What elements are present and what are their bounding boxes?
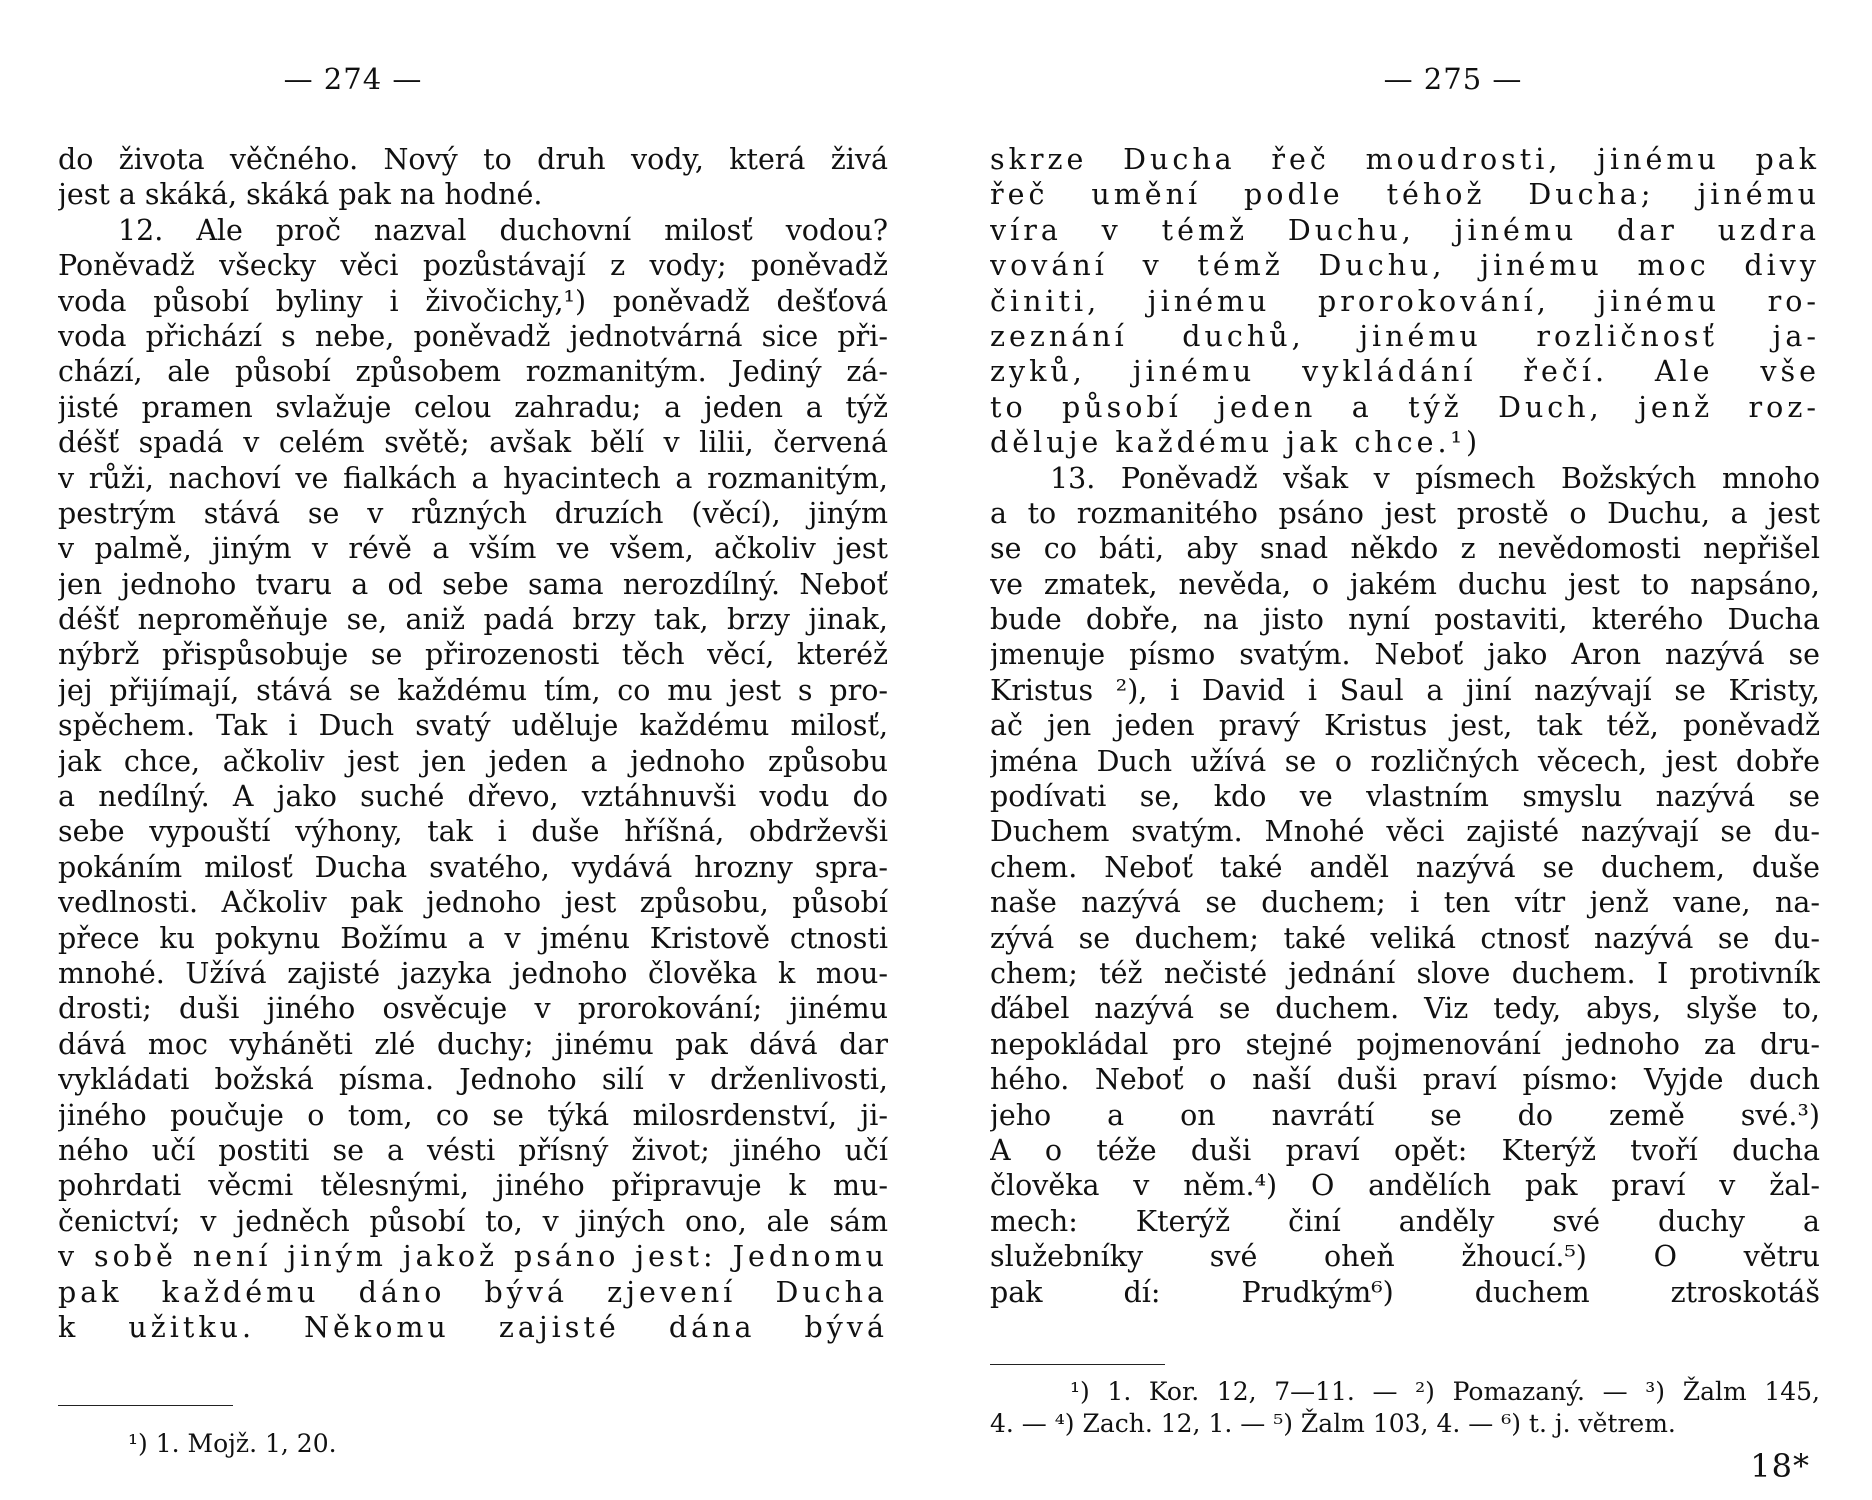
text-line: mnohé. Užívá zajisté jazyka jednoho člověka k mou- xyxy=(58,956,888,990)
footnote-divider xyxy=(58,1405,233,1406)
text-line: Duchem svatým. Mnohé věci zajisté nazývají se du- xyxy=(990,815,1820,849)
text-line: sebe vypouští výhony, tak i duše hříšná, obdrževši xyxy=(58,815,888,849)
footnote-line: ¹) 1. Mojž. 1, 20. xyxy=(128,1429,337,1458)
text-line: jeho a on navrátí se do země své.³) xyxy=(990,1098,1820,1132)
text-line: k užitku. Někomu zajisté dána bývá xyxy=(58,1310,888,1344)
text-line: jej přijímají, stává se každému tím, co mu jest s pro- xyxy=(58,673,888,707)
text-line: v růži, nachoví ve fialkách a hyacintech a rozmanitým, xyxy=(58,461,888,495)
text-line: A o téže duši praví opět: Kterýž tvoří ducha xyxy=(990,1133,1820,1167)
text-line: nýbrž přispůsobuje se přirozenosti těch věcí, kteréž xyxy=(58,638,888,672)
text-line: jen jednoho tvaru a od sebe sama nerozdílný. Neboť xyxy=(58,567,888,601)
text-line: drosti; duši jiného osvěcuje v prorokování; jinému xyxy=(58,992,888,1026)
text-line: skrze Ducha řeč moudrosti, jinému pak xyxy=(990,143,1820,176)
text-line: bude dobře, na jisto nyní postaviti, kterého Ducha xyxy=(990,603,1820,637)
text-line: chází, ale působí způsobem rozmanitým. Jediný zá- xyxy=(58,355,888,389)
text-line: přece ku pokynu Božímu a v jménu Kristově ctnosti xyxy=(58,921,888,955)
text-line: vování v témž Duchu, jinému moc divy xyxy=(990,249,1820,283)
text-line: pohrdati věcmi tělesnými, jiného připravuje k mu- xyxy=(58,1169,888,1203)
text-line: déšť spadá v celém světě; avšak bělí v lilii, červená xyxy=(58,426,888,460)
text-line: služebníky své oheň žhoucí.⁵) O větru xyxy=(990,1240,1820,1274)
text-line: do života věčného. Nový to druh vody, která živá xyxy=(58,143,888,176)
text-line: se co báti, aby snad někdo z nevědomosti nepřišel xyxy=(990,532,1820,566)
body-text xyxy=(58,142,888,1345)
text-line: ďábel nazývá se duchem. Viz tedy, abys, slyše to, xyxy=(990,992,1820,1026)
text-line: a nedílný. A jako suché dřevo, vztáhnuvši vodu do xyxy=(58,780,888,814)
text-line: ve zmatek, nevěda, o jakém duchu jest to napsáno, xyxy=(990,567,1820,601)
text-line: voda přichází s nebe, poněvadž jednotvárná sice při- xyxy=(58,319,888,353)
text-line: řeč umění podle téhož Ducha; jinému xyxy=(990,178,1820,212)
text-line: 13. Poněvadž však v písmech Božských mnoho xyxy=(1050,461,1820,495)
page-number: — 275 — xyxy=(1383,62,1523,96)
text-line: pokáním milosť Ducha svatého, vydává hrozny spra- xyxy=(58,850,888,884)
text-line: chem. Neboť také anděl nazývá se duchem, duše xyxy=(990,850,1820,884)
footnotes xyxy=(990,1376,1820,1440)
text-line: zyků, jinému vykládání řečí. Ale vše xyxy=(990,355,1820,389)
text-line: v palmě, jiným v révě a vším ve všem, ačkoliv jest xyxy=(58,532,888,566)
text-line: ač jen jeden pravý Kristus jest, tak též, poněvadž xyxy=(990,709,1820,743)
printer-signature-mark: 18* xyxy=(1750,1447,1810,1485)
text-line: víra v témž Duchu, jinému dar uzdra xyxy=(990,213,1820,247)
text-line: naše nazývá se duchem; i ten vítr jenž vane, na- xyxy=(990,886,1820,920)
text-line: jmenuje písmo svatým. Neboť jako Aron nazývá se xyxy=(990,638,1820,672)
text-line: 12. Ale proč nazval duchovní milosť vodou? xyxy=(118,213,888,247)
text-line: a to rozmanitého psáno jest prostě o Duchu, a jest xyxy=(990,496,1820,530)
text-line: Poněvadž všecky věci pozůstávají z vody; poněvadž xyxy=(58,249,888,283)
text-line: zývá se duchem; také veliká ctnosť nazývá se du- xyxy=(990,921,1820,955)
footnote-line: 4. — ⁴) Zach. 12, 1. — ⁵) Žalm 103, 4. — ⁶) t. j. větrem. xyxy=(990,1409,1676,1438)
footnotes xyxy=(58,1428,958,1460)
text-line: v sobě není jiným jakož psáno jest: Jednomu xyxy=(58,1240,888,1274)
text-line: déšť neproměňuje se, aniž padá brzy tak, brzy jinak, xyxy=(58,603,888,637)
text-line: ného učí postiti se a vésti přísný život; jiného učí xyxy=(58,1133,888,1167)
text-line: hého. Neboť o naší duši praví písmo: Vyjde duch xyxy=(990,1063,1820,1097)
text-line: chem; též nečisté jednání slove duchem. I protivník xyxy=(990,956,1820,990)
text-line: jisté pramen svlažuje celou zahradu; a jeden a týž xyxy=(58,390,888,424)
text-line: pak každému dáno bývá zjevení Ducha xyxy=(58,1275,888,1309)
body-text xyxy=(990,142,1820,1310)
text-line: nepokládal pro stejné pojmenování jednoho za dru- xyxy=(990,1027,1820,1061)
left-page xyxy=(58,0,888,1500)
text-line: pestrým stává se v různých druzích (věcí), jiným xyxy=(58,496,888,530)
text-line: pak dí: Prudkým⁶) duchem ztroskotáš xyxy=(990,1275,1820,1309)
text-line: vedlnosti. Ačkoliv pak jednoho jest způsobu, působí xyxy=(58,886,888,920)
text-line: člověka v něm.⁴) O andělích pak praví v žal- xyxy=(990,1169,1820,1203)
text-line: dává moc vyháněti zlé duchy; jinému pak dává dar xyxy=(58,1027,888,1061)
text-line: to působí jeden a týž Duch, jenž roz- xyxy=(990,390,1820,424)
footnote-line: ¹) 1. Kor. 12, 7—11. — ²) Pomazaný. — ³) Žalm 145, xyxy=(1070,1377,1820,1406)
text-line: podívati se, kdo ve vlastním smyslu nazývá se xyxy=(990,780,1820,814)
text-line: jest a skáká, skáká pak na hodné. xyxy=(58,178,543,212)
text-line: jak chce, ačkoliv jest jen jeden a jednoho způsobu xyxy=(58,744,888,778)
text-line: činiti, jinému prorokování, jinému ro- xyxy=(990,284,1820,318)
right-page xyxy=(990,0,1820,1500)
text-line: voda působí byliny i živočichy,¹) poněvadž dešťová xyxy=(58,284,888,318)
page-number: — 274 — xyxy=(283,62,423,96)
text-line: mech: Kterýž činí anděly své duchy a xyxy=(990,1204,1820,1238)
text-line: čenictví; v jedněch působí to, v jiných ono, ale sám xyxy=(58,1204,888,1238)
text-line: děluje každému jak chce.¹) xyxy=(990,426,1482,460)
text-line: Kristus ²), i David i Saul a jiní nazývají se Kristy, xyxy=(990,673,1820,707)
footnote-divider xyxy=(990,1364,1165,1365)
text-line: jména Duch užívá se o rozličných věcech, jest dobře xyxy=(990,744,1820,778)
text-line: zeznání duchů, jinému rozličnosť ja- xyxy=(990,319,1820,353)
text-line: spěchem. Tak i Duch svatý uděluje každému milosť, xyxy=(58,709,888,743)
text-line: vykládati božská písma. Jednoho silí v drženlivosti, xyxy=(58,1063,888,1097)
text-line: jiného poučuje o tom, co se týká milosrdenství, ji- xyxy=(58,1098,888,1132)
